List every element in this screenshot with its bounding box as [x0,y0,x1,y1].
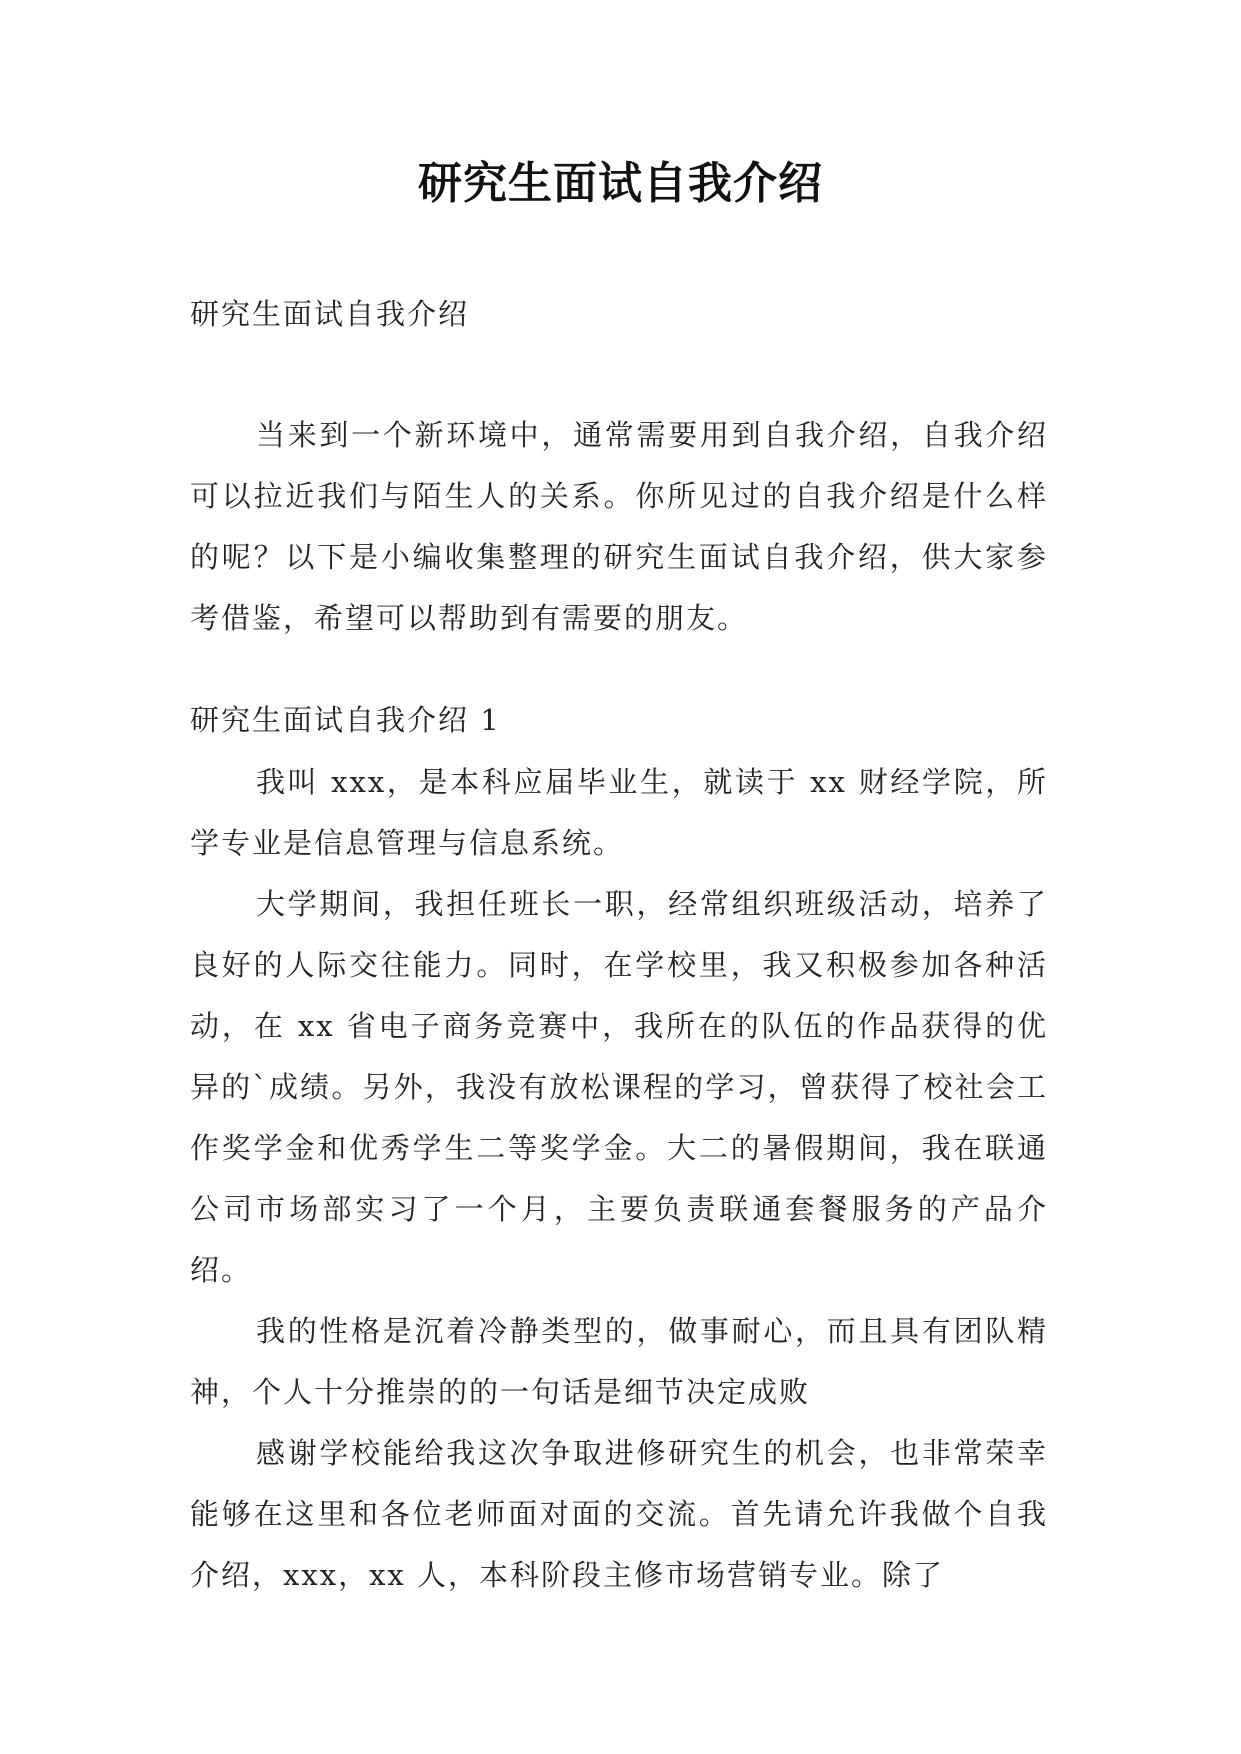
body-paragraph: 感谢学校能给我这次争取进修研究生的机会，也非常荣幸能够在这里和各位老师面对面的交流。首先请允许我做个自我介绍，xxx，xx 人，本科阶段主修市场营销专业。除了 [190,1436,1048,1592]
body-paragraph: 我叫 xxx，是本科应届毕业生，就读于 xx 财经学院，所学专业是信息管理与信息系统。 [190,765,1048,860]
section-heading: 研究生面试自我介绍 1 [190,703,501,737]
intro-paragraph: 当来到一个新环境中，通常需要用到自我介绍，自我介绍可以拉近我们与陌生人的关系。你所见过的自我介绍是什么样的呢？以下是小编收集整理的研究生面试自我介绍，供大家参考借鉴，希望可以帮助到有需要的朋友。 [190,418,1048,635]
body-paragraph: 大学期间，我担任班长一职，经常组织班级活动，培养了良好的人际交往能力。同时，在学校里，我又积极参加各种活动，在 xx 省电子商务竞赛中，我所在的队伍的作品获得的优异的`成绩。另外，我没有放松课程的学习，曾获得了校社会工作奖学金和优秀学生二等奖学金。大二的暑假期间，我在联通公司市场部实习了一个月，主要负责联通套餐服务的产品介绍。 [190,887,1048,1287]
body-paragraph: 我的性格是沉着冷静类型的，做事耐心，而且具有团队精神，个人十分推崇的的一句话是细节决定成败 [190,1314,1048,1409]
document-title: 研究生面试自我介绍 [418,158,823,209]
body-text [190,752,1048,1606]
document-subtitle: 研究生面试自我介绍 [190,297,470,331]
